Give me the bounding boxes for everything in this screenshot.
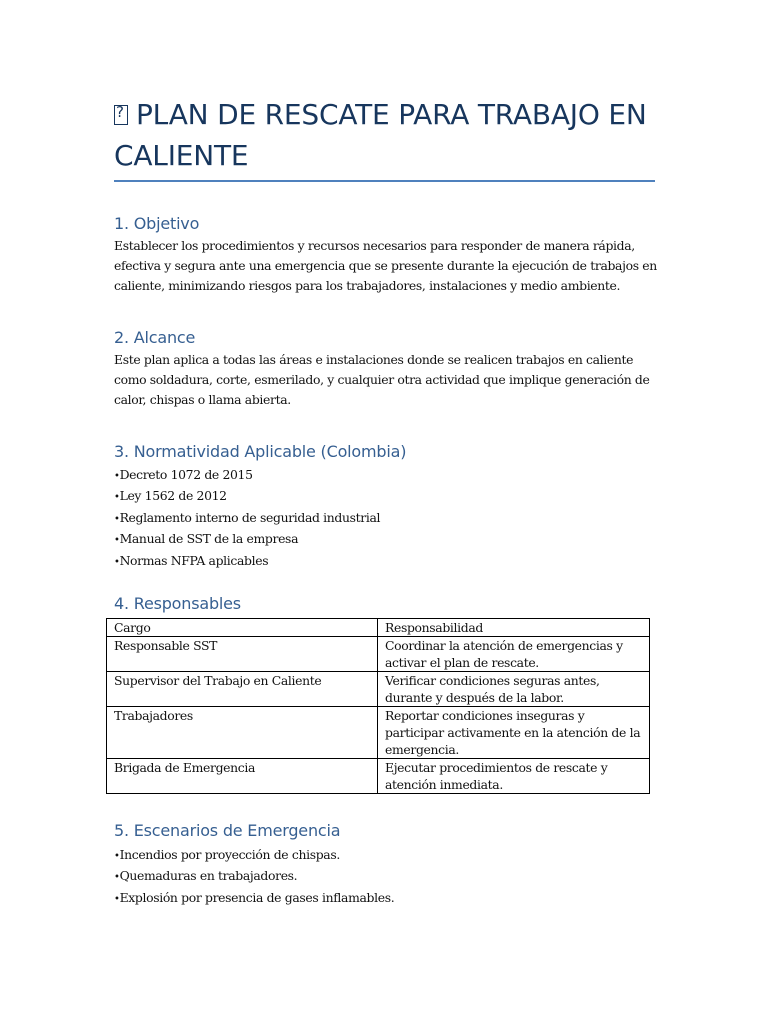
table-cell: Trabajadores	[107, 707, 378, 759]
section-text-alcance: Este plan aplica a todas las áreas e instalaciones donde se realicen trabajos en caliente como soldadura, corte, esmerilado, y cualquier otra actividad que implique generación de calor, chispas o llama abierta.	[114, 352, 650, 407]
table-row	[107, 637, 650, 672]
table-row	[107, 672, 650, 707]
unrecognized-glyph-icon	[114, 105, 128, 125]
section-heading-normatividad: 3. Normatividad Aplicable (Colombia)	[114, 442, 407, 461]
table-row	[107, 759, 650, 794]
table-cell: Supervisor del Trabajo en Caliente	[107, 672, 378, 707]
list-item: • Manual de SST de la empresa	[114, 529, 380, 550]
table-cell: Verificar condiciones seguras antes, durante y después de la labor.	[378, 672, 650, 707]
section-text-objetivo: Establecer los procedimientos y recursos necesarios para responder de manera rápida, efectiva y segura ante una emergencia que se presente durante la ejecución de trabajos en caliente, minimizando riesgos para los trabajadores, instalaciones y medio ambiente.	[114, 238, 657, 293]
title-underline	[114, 180, 655, 182]
table-cell: Responsable SST	[107, 637, 378, 672]
document-title	[114, 94, 659, 176]
list-item: • Normas NFPA aplicables	[114, 551, 380, 572]
section-heading-responsables: 4. Responsables	[114, 594, 241, 613]
table-header-row	[107, 619, 650, 637]
table-header-cell: Responsabilidad	[378, 619, 650, 637]
list-item: • Explosión por presencia de gases inflamables.	[114, 888, 394, 909]
table-header-cell: Cargo	[107, 619, 378, 637]
table-cell: Reportar condiciones inseguras y participar activamente en la atención de la emergencia.	[378, 707, 650, 759]
table-cell: Coordinar la atención de emergencias y activar el plan de rescate.	[378, 637, 650, 672]
document-title-text: PLAN DE RESCATE PARA TRABAJO EN CALIENTE	[114, 98, 647, 172]
list-item: • Quemaduras en trabajadores.	[114, 866, 394, 887]
table-row	[107, 707, 650, 759]
responsables-table	[106, 618, 650, 794]
list-item: • Decreto 1072 de 2015	[114, 465, 380, 486]
section-heading-alcance: 2. Alcance	[114, 328, 196, 347]
normatividad-list	[114, 465, 380, 572]
list-item: • Incendios por proyección de chispas.	[114, 845, 394, 866]
section-heading-escenarios: 5. Escenarios de Emergencia	[114, 821, 341, 840]
list-item: • Reglamento interno de seguridad industrial	[114, 508, 380, 529]
section-heading-objetivo: 1. Objetivo	[114, 214, 200, 233]
list-item: • Ley 1562 de 2012	[114, 486, 380, 507]
escenarios-list	[114, 845, 394, 909]
table-cell: Ejecutar procedimientos de rescate y atención inmediata.	[378, 759, 650, 794]
table-cell: Brigada de Emergencia	[107, 759, 378, 794]
